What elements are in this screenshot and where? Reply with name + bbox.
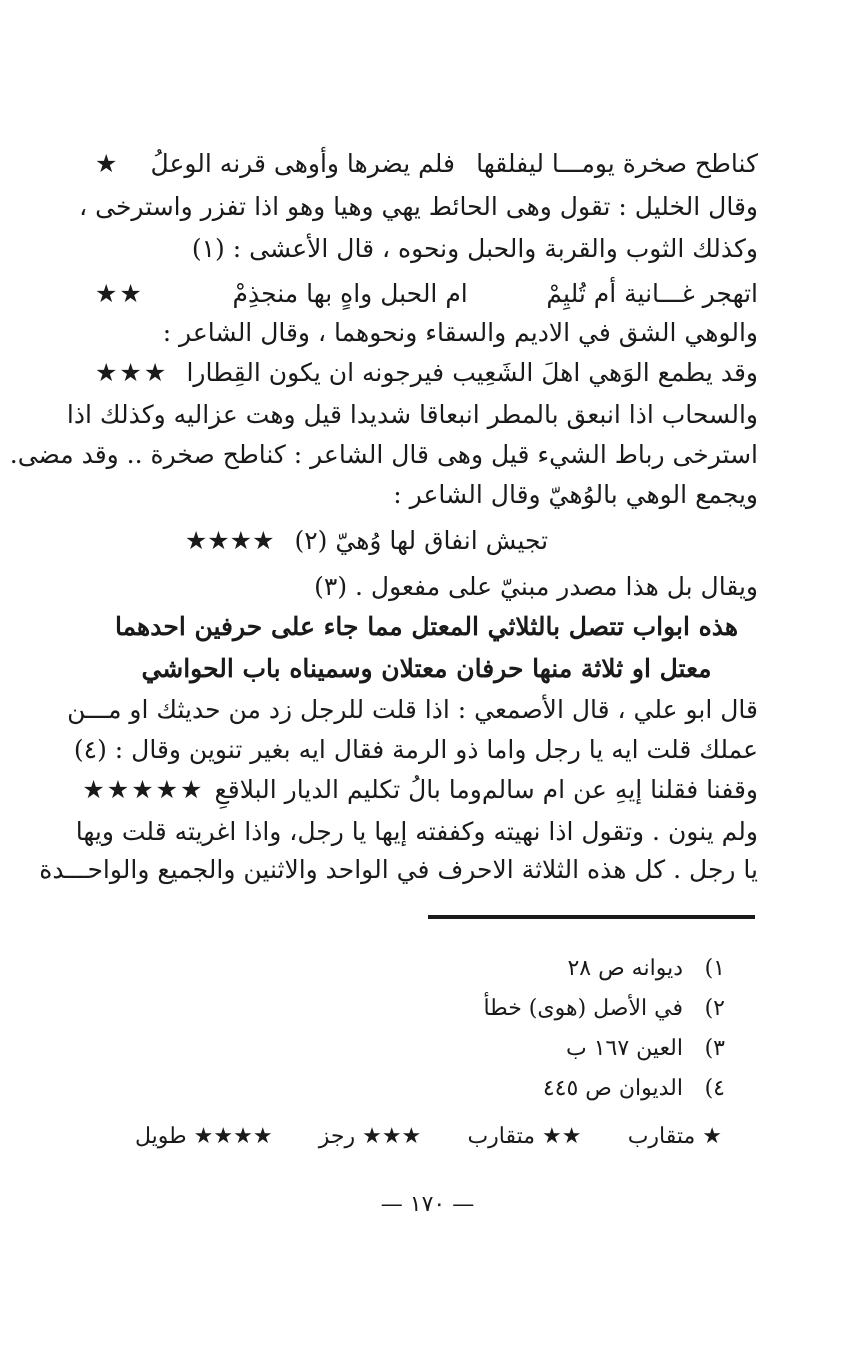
meter-marker: ★★★★: [184, 526, 275, 555]
meter-legend-item: ★★ متقارب: [467, 1124, 582, 1149]
verse-first-hemistich: وقد يطمع الوَهي اهلَ الشَعِيب: [452, 358, 758, 387]
meter-legend: [135, 1122, 722, 1152]
meter-marker: ★★: [95, 279, 144, 308]
verse-second-hemistich: فيرجونه ان يكون القِطارا: [186, 358, 445, 387]
verse-second-hemistich: ام الحبل واهٍ بها منجذِمْ: [232, 279, 468, 308]
footnote-number: ٤): [704, 1076, 725, 1101]
meter-marker: ★★★★★: [82, 775, 205, 804]
verse-first-hemistich: اتهجر غـــانية أم تُليِمْ: [546, 279, 758, 308]
footnote-number: ٢): [704, 996, 725, 1021]
meter-legend-item: ★ متقارب: [627, 1124, 722, 1149]
verse-line: [95, 276, 758, 312]
verse-line: [82, 772, 758, 808]
footnote-text: ديوانه ص ٢٨: [567, 956, 683, 981]
footnote-number: ١): [704, 956, 725, 981]
text-line: ويقال بل هذا مصدر مبنيّ على مفعول . (٣): [314, 572, 758, 601]
footnote-divider: [428, 915, 755, 919]
footnote: [567, 954, 725, 984]
verse-second-hemistich: وما بالُ تكليم الديار البلاقعِ: [214, 775, 482, 804]
verse-line: [95, 524, 758, 558]
text-line: وكذلك الثوب والقربة والحبل ونحوه ، قال الأعشى : (١): [191, 234, 758, 263]
text-line: ولم ينون . وتقول اذا نهيته وكففته إيها يا رجل، واذا اغريته قلت ويها: [75, 817, 758, 846]
meter-legend-item: ★★★★ طويل: [135, 1124, 273, 1149]
section-heading-line: معتل او ثلاثة منها حرفان معتلان وسميناه باب الحواشي: [141, 654, 712, 683]
footnote-text: في الأصل (هوى) خطأ: [483, 996, 683, 1021]
text-line: وقال الخليل : تقول وهى الحائط يهي وهيا وهو اذا تفزر واسترخى ،: [79, 192, 758, 221]
verse-text: تجيش انفاق لها وُهيّ (٢): [294, 526, 549, 555]
verse-first-hemistich: وقفنا فقلنا إيهِ عن ام سالم: [481, 775, 758, 804]
verse-line: [95, 355, 758, 391]
meter-marker: ★: [95, 149, 120, 178]
footnote: [543, 1074, 725, 1104]
footnote: [483, 994, 725, 1024]
verse-first-hemistich: كناطح صخرة يومـــا ليفلقها: [476, 149, 758, 178]
footnote-number: ٣): [704, 1036, 725, 1061]
text-line: يا رجل . كل هذه الثلاثة الاحرف في الواحد والاثنين والجميع والواحـــدة: [39, 855, 758, 884]
footnote-text: الديوان ص ٤٤٥: [542, 1076, 683, 1101]
verse-second-hemistich: فلم يضرها وأوهى قرنه الوعلُ: [150, 149, 455, 178]
text-line: والسحاب اذا انبعق بالمطر انبعاقا شديدا قيل وهت عزاليه وكذلك اذا: [66, 400, 758, 429]
section-heading-line: هذه ابواب تتصل بالثلاثي المعتل مما جاء على حرفين احدهما: [114, 612, 739, 641]
text-line: قال ابو علي ، قال الأصمعي : اذا قلت للرجل زد من حديثك او مـــن: [67, 695, 758, 724]
meter-legend-item: ★★★ رجز: [318, 1124, 422, 1149]
text-line: استرخى رباط الشيء قيل وهى قال الشاعر : كناطح صخرة .. وقد مضى.: [9, 440, 758, 469]
footnote: [566, 1034, 725, 1064]
text-line: عملك قلت ايه يا رجل واما ذو الرمة فقال ايه بغير تنوين وقال : (٤): [73, 735, 758, 764]
footnote-text: العين ١٦٧ ب: [566, 1036, 683, 1061]
text-line: والوهي الشق في الاديم والسقاء ونحوهما ، وقال الشاعر :: [162, 318, 758, 347]
verse-line: [95, 146, 758, 182]
page-number: — ١٧٠ —: [380, 1192, 475, 1217]
text-line: ويجمع الوهي بالوُهيّ وقال الشاعر :: [393, 480, 758, 509]
meter-marker: ★★★: [95, 358, 169, 387]
